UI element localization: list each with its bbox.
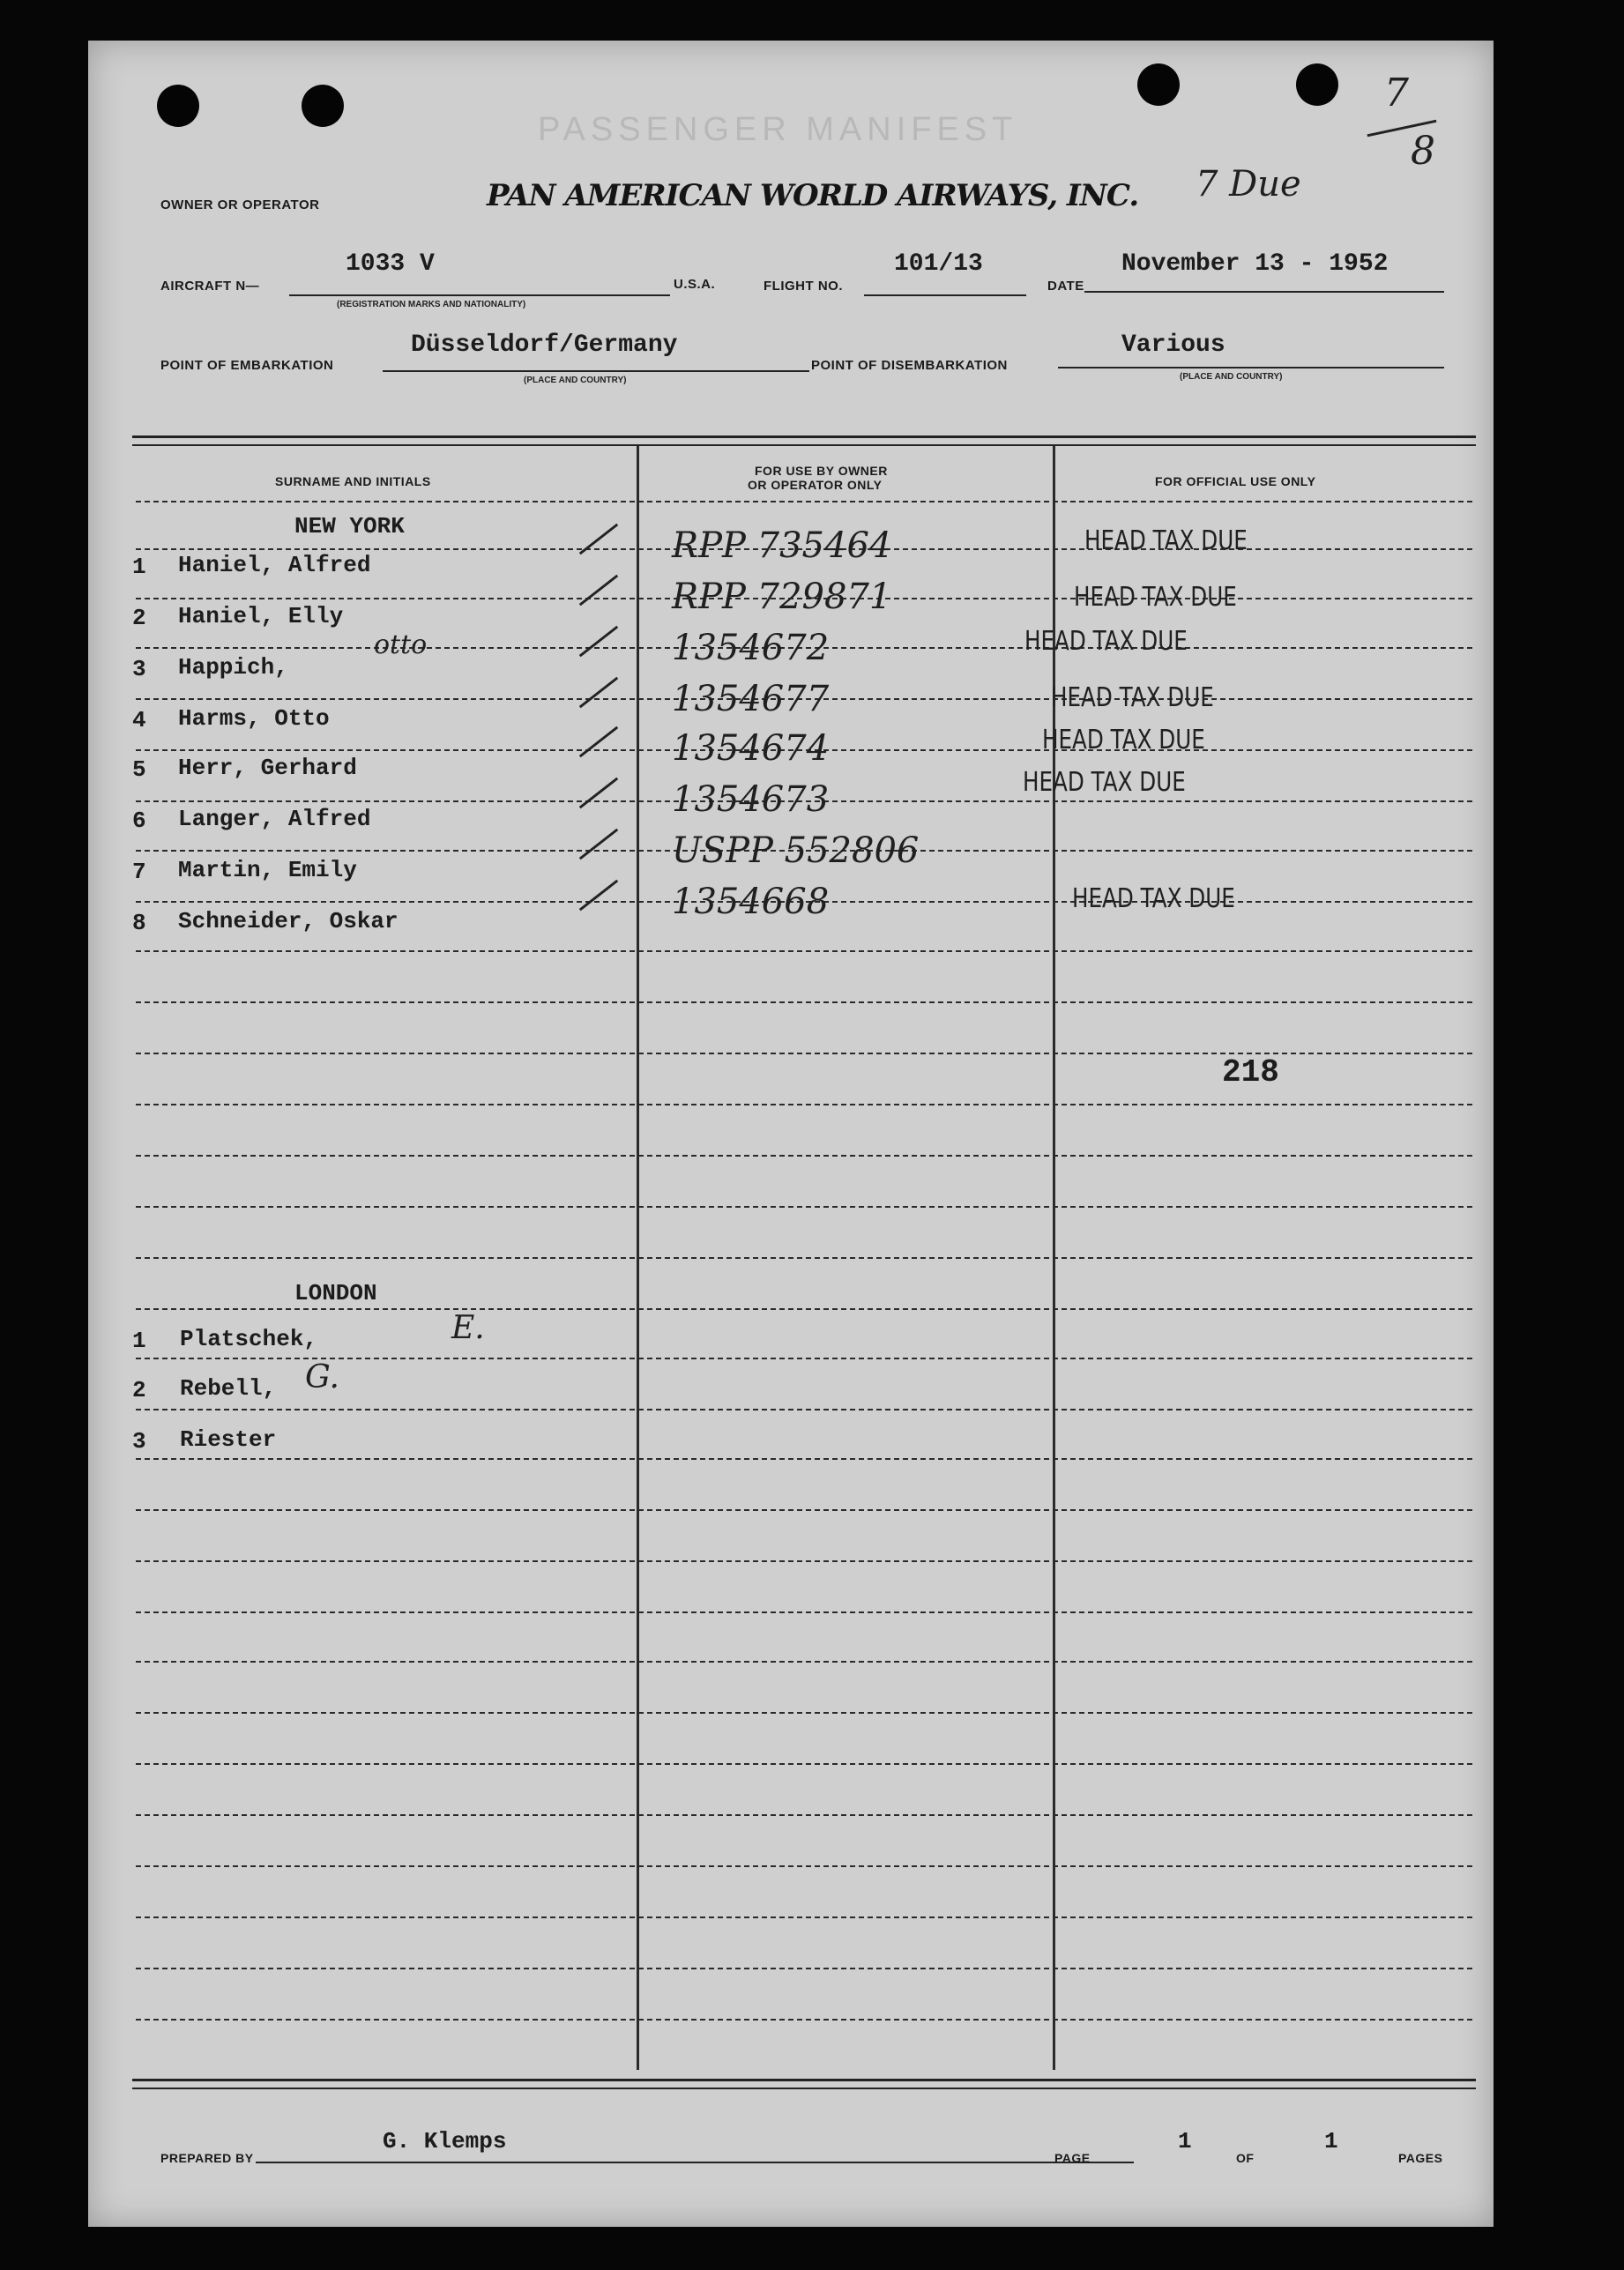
disembark-value: Various [1121,331,1225,359]
embark-note: (PLACE AND COUNTRY) [524,376,627,385]
passenger-name: Riester [180,1426,277,1453]
passenger-name: Schneider, Oskar [178,908,399,934]
ruled-line [136,1712,1472,1714]
punch-hole [302,85,344,127]
date-value: November 13 - 1952 [1121,250,1389,278]
flight-underline [864,294,1026,296]
ruled-line [136,1001,1472,1003]
aircraft-value: 1033 V [346,250,435,278]
check-slash-icon [579,626,618,658]
column-header-surname: SURNAME AND INITIALS [275,474,431,488]
owner-value: PAN AMERICAN WORLD AIRWAYS, INC. [487,178,1139,213]
name-annotation: otto [374,629,428,660]
pages-label: PAGES [1398,2151,1443,2165]
section-heading-london: LONDON [294,1280,377,1306]
ruled-line [136,1206,1472,1208]
check-slash-icon [579,726,618,758]
ruled-line [136,2019,1472,2021]
operator-entry: 1354668 [672,882,830,922]
faint-title: PASSENGER MANIFEST [538,111,1018,148]
row-number: 2 [132,605,146,631]
punch-hole [1137,63,1180,106]
row-number: 5 [132,756,146,783]
ruled-line [136,1155,1472,1157]
ruled-line [136,1763,1472,1765]
embark-value: Düsseldorf/Germany [411,331,678,359]
punch-hole [1296,63,1338,106]
official-stamp: HEAD TAX DUE [1051,682,1214,713]
row-number: 1 [132,1328,146,1354]
punch-hole [157,85,199,127]
operator-entry: USPP 552806 [672,830,920,871]
flight-value: 101/13 [894,250,983,278]
registration-note: (REGISTRATION MARKS AND NATIONALITY) [337,300,526,309]
official-stamp: HEAD TAX DUE [1074,582,1237,613]
ruled-line [136,1814,1472,1816]
owner-label: OWNER OR OPERATOR [160,197,320,212]
row-number: 3 [132,1428,146,1455]
ruled-line [136,1560,1472,1562]
prepared-underline [256,2162,1134,2163]
operator-entry: RPP 735464 [672,525,892,566]
corner-fraction-top: 7 [1384,71,1409,115]
official-number: 218 [1222,1054,1279,1090]
manifest-sheet [88,41,1494,2227]
ruled-line [136,1509,1472,1511]
ruled-line [136,950,1472,952]
date-label: DATE [1047,279,1084,294]
official-stamp: HEAD TAX DUE [1024,626,1188,657]
disembark-underline [1058,367,1444,368]
ruled-line [136,1916,1472,1918]
usa-label: U.S.A. [674,277,716,292]
ruled-line [136,1968,1472,1969]
corner-note: 7 Due [1196,164,1301,205]
check-slash-icon [579,575,618,607]
row-number: 4 [132,707,146,733]
disembark-label: POINT OF DISEMBARKATION [811,358,1008,373]
row-number: 1 [132,554,146,580]
table-top-rule [132,435,1476,438]
official-stamp: HEAD TAX DUE [1084,525,1248,556]
aircraft-underline [289,294,670,296]
embark-label: POINT OF EMBARKATION [160,358,334,373]
passenger-name: Harms, Otto [178,705,330,732]
check-slash-icon [579,677,618,709]
operator-entry: 1354672 [672,628,830,668]
ruled-line [136,1458,1472,1460]
ruled-line [136,1104,1472,1105]
prepared-value: G. Klemps [383,2128,507,2155]
page-label: PAGE [1054,2151,1091,2165]
of-value: 1 [1324,2128,1338,2155]
table-bottom-rule [132,2079,1476,2081]
embark-underline [383,370,809,372]
disembark-note: (PLACE AND COUNTRY) [1180,372,1283,382]
row-number: 6 [132,808,146,834]
official-stamp: HEAD TAX DUE [1072,883,1235,914]
ruled-line [136,1308,1472,1310]
official-stamp: HEAD TAX DUE [1023,767,1186,798]
column-header-official: FOR OFFICIAL USE ONLY [1155,474,1316,488]
passenger-name: Haniel, Elly [178,603,344,629]
operator-entry: 1354673 [672,779,830,820]
check-slash-icon [579,778,618,809]
prepared-label: PREPARED BY [160,2151,254,2165]
column-header-operator-1: FOR USE BY OWNER [755,464,888,478]
official-stamp: HEAD TAX DUE [1042,725,1205,755]
page-value: 1 [1178,2128,1192,2155]
operator-entry: 1354677 [672,679,830,719]
column-header-operator-2: OR OPERATOR ONLY [748,478,883,492]
aircraft-label: AIRCRAFT N— [160,279,260,294]
ruled-line [136,1409,1472,1410]
ruled-line [136,501,1472,502]
row-number: 3 [132,656,146,682]
name-annotation: G. [305,1359,339,1395]
check-slash-icon [579,829,618,860]
operator-entry: 1354674 [672,728,830,769]
section-heading-new-york: NEW YORK [294,513,405,540]
ruled-line [136,1257,1472,1259]
passenger-name: Herr, Gerhard [178,755,357,781]
name-annotation: E. [451,1310,485,1346]
operator-entry: RPP 729871 [672,577,892,617]
ruled-line [136,1865,1472,1867]
row-number: 7 [132,859,146,885]
passenger-name: Happich, [178,654,288,681]
row-number: 2 [132,1377,146,1403]
table-bottom-rule-2 [132,2088,1476,2089]
ruled-line [136,1661,1472,1663]
corner-fraction-bottom: 8 [1411,129,1435,174]
date-underline [1084,291,1444,293]
passenger-name: Haniel, Alfred [178,552,371,578]
flight-label: FLIGHT NO. [764,279,843,294]
row-number: 8 [132,910,146,936]
passenger-name: Platschek, [180,1326,318,1352]
of-label: OF [1236,2151,1255,2165]
ruled-line [136,1611,1472,1613]
passenger-name: Langer, Alfred [178,806,371,832]
passenger-name: Rebell, [180,1375,277,1402]
check-slash-icon [579,880,618,912]
table-top-rule-2 [132,444,1476,446]
passenger-name: Martin, Emily [178,857,357,883]
